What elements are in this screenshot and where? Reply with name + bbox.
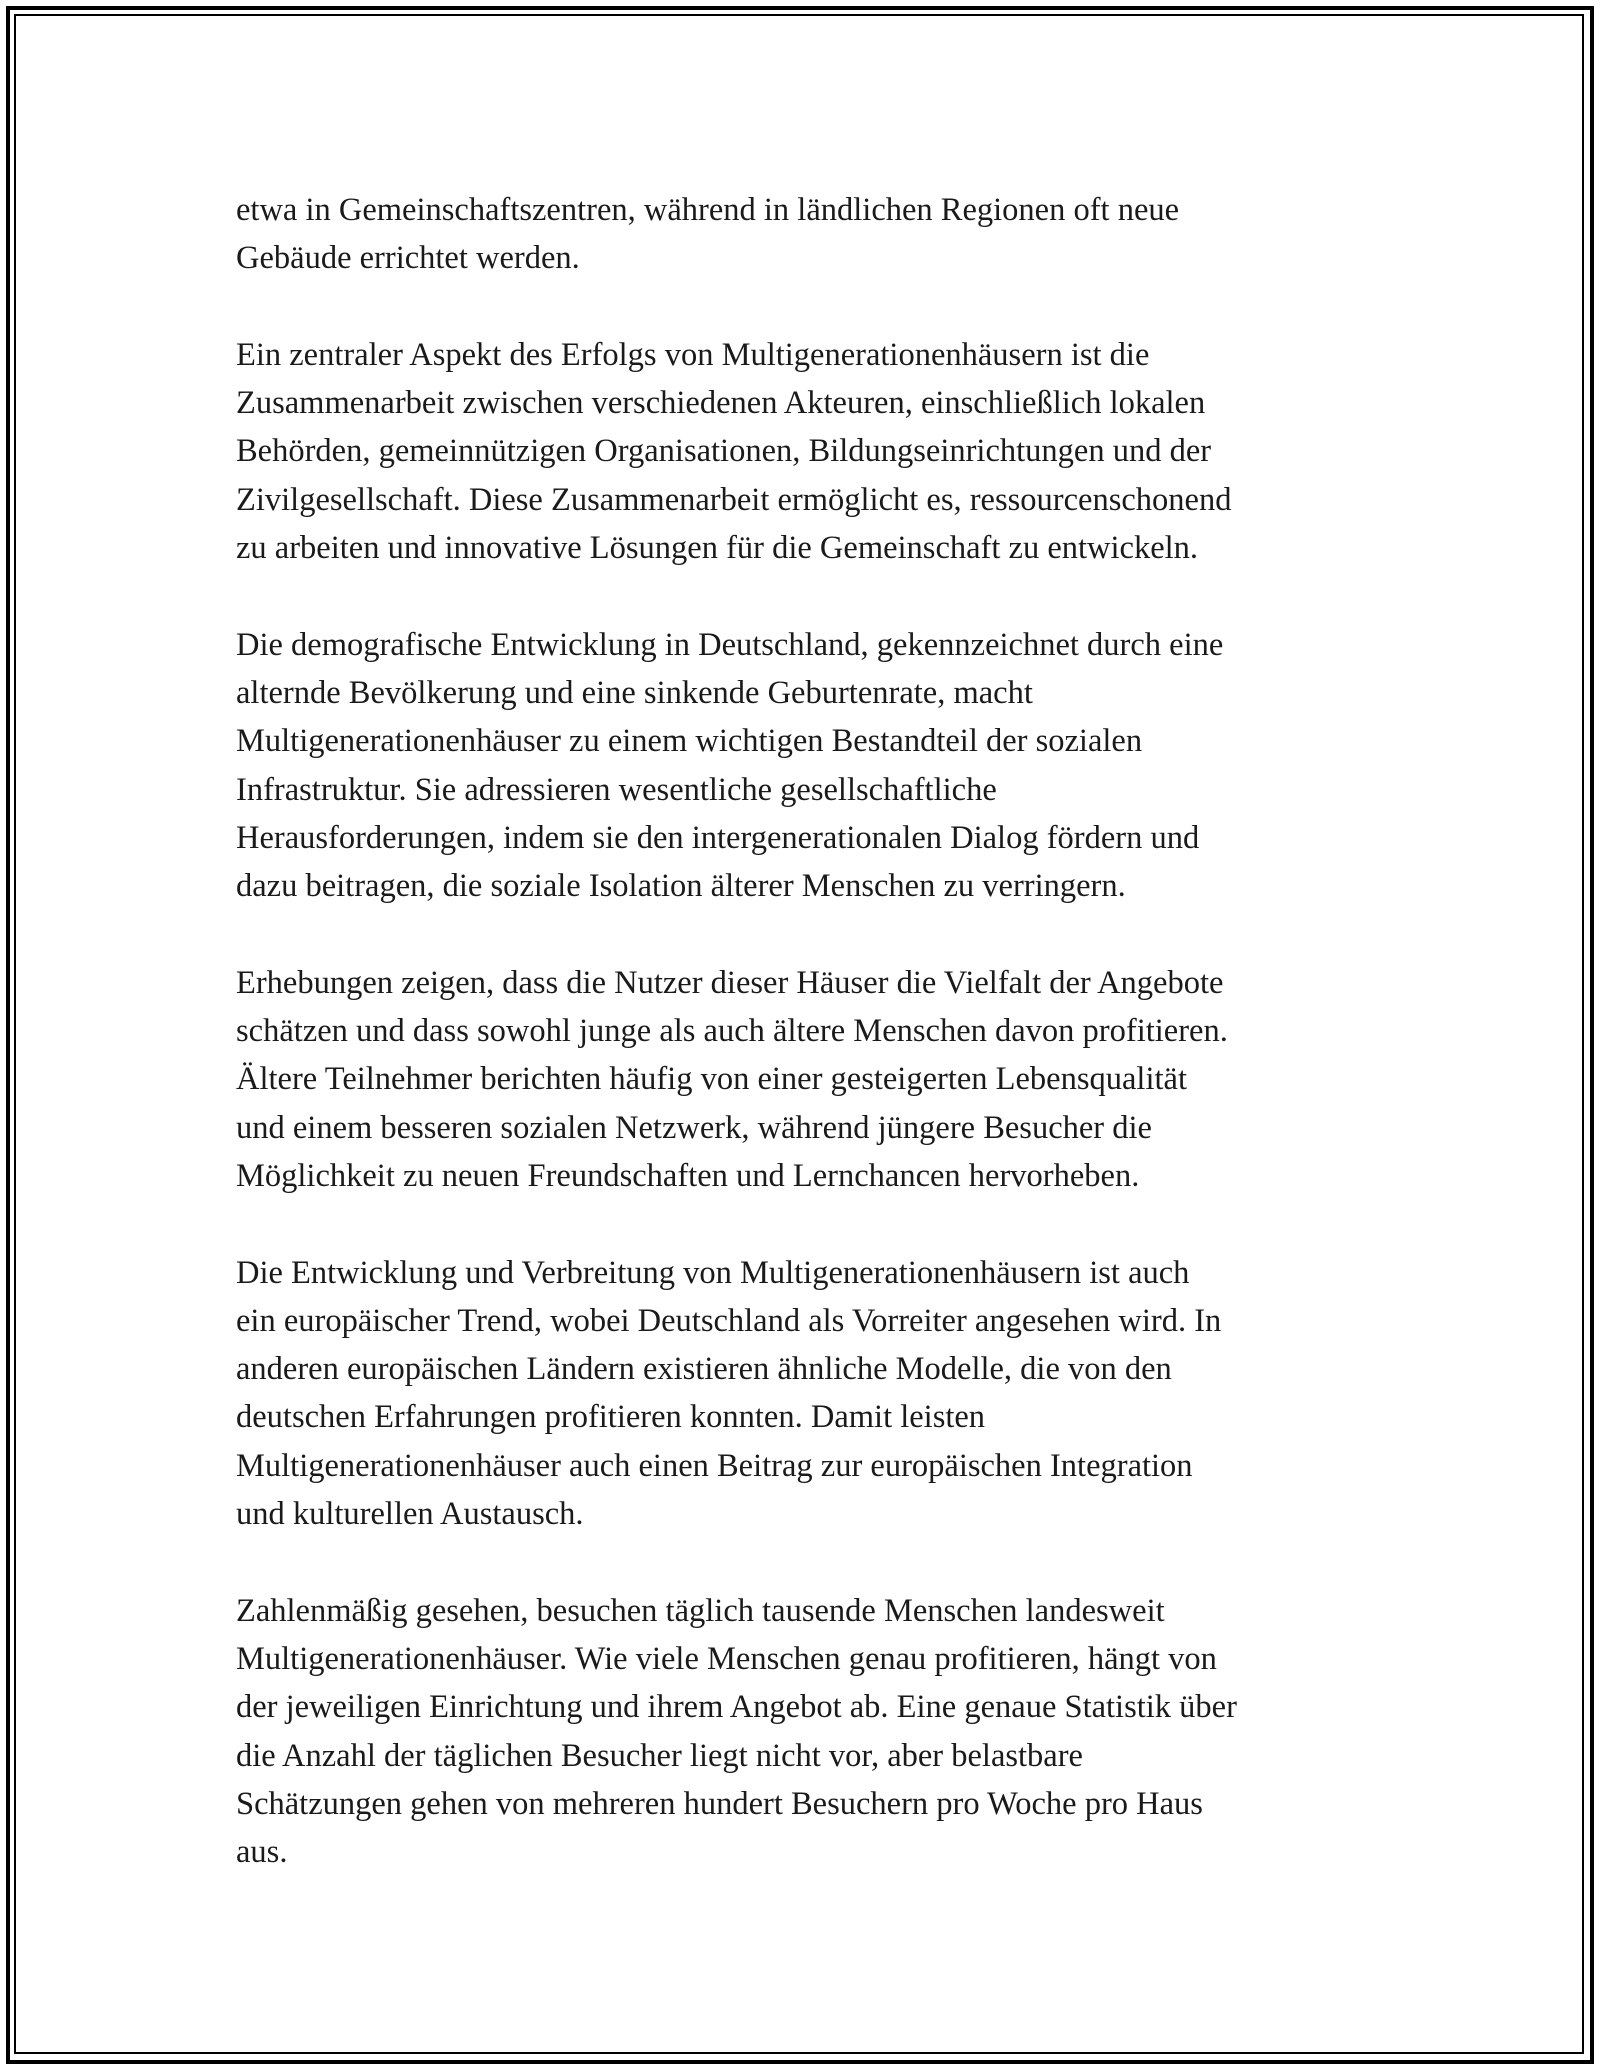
paragraph-1: etwa in Gemeinschaftszentren, während in ländlichen Regionen oft neue Gebäude errichtet werden. (236, 192, 1180, 277)
paragraph-5: Die Entwicklung und Verbreitung von Multigenerationenhäusern ist auch ein europäischer Trend, wobei Deutschland als Vorreiter angesehen wird. In anderen europäischen Ländern existieren ähnliche Modelle, die von den deutschen Erfahrungen profitieren konnten. Damit leisten Multigenerationenhäuser auch einen Beitrag zur europäischen Integration und kulturellen Austausch. (236, 1254, 1222, 1533)
paragraph-2: Ein zentraler Aspekt des Erfolgs von Multigenerationenhäusern ist die Zusammenarbeit zwischen verschiedenen Akteuren, einschließlich lokalen Behörden, gemeinnützigen Organisationen, Bildungseinrichtungen und der Zivilgesellschaft. Diese Zusammenarbeit ermöglicht es, ressourcenschonend zu arbeiten und innovative Lösungen für die Gemeinschaft zu entwickeln. (236, 336, 1232, 567)
paragraph-6: Zahlenmäßig gesehen, besuchen täglich tausende Menschen landesweit Multigenerationenhäuser. Wie viele Menschen genau profitieren, hängt von der jeweiligen Einrichtung und ihrem Angebot ab. Eine genaue Statistik über die Anzahl der täglichen Besucher liegt nicht vor, aber belastbare Schätzungen gehen von mehreren hundert Besuchern pro Woche pro Haus aus. (236, 1592, 1237, 1871)
document-body (236, 186, 1376, 1876)
paragraph-3: Die demografische Entwicklung in Deutschland, gekennzeichnet durch eine alternde Bevölkerung und eine sinkende Geburtenrate, macht Multigenerationenhäuser zu einem wichtigen Bestandteil der sozialen Infrastruktur. Sie adressieren wesentliche gesellschaftliche Herausforderungen, indem sie den intergenerationalen Dialog fördern und dazu beitragen, die soziale Isolation älterer Menschen zu verringern. (236, 626, 1224, 905)
paragraph-4: Erhebungen zeigen, dass die Nutzer dieser Häuser die Vielfalt der Angebote schätzen und dass sowohl junge als auch ältere Menschen davon profitieren. Ältere Teilnehmer berichten häufig von einer gesteigerten Lebensqualität und einem besseren sozialen Netzwerk, während jüngere Besucher die Möglichkeit zu neuen Freundschaften und Lernchancen hervorheben. (236, 964, 1228, 1194)
